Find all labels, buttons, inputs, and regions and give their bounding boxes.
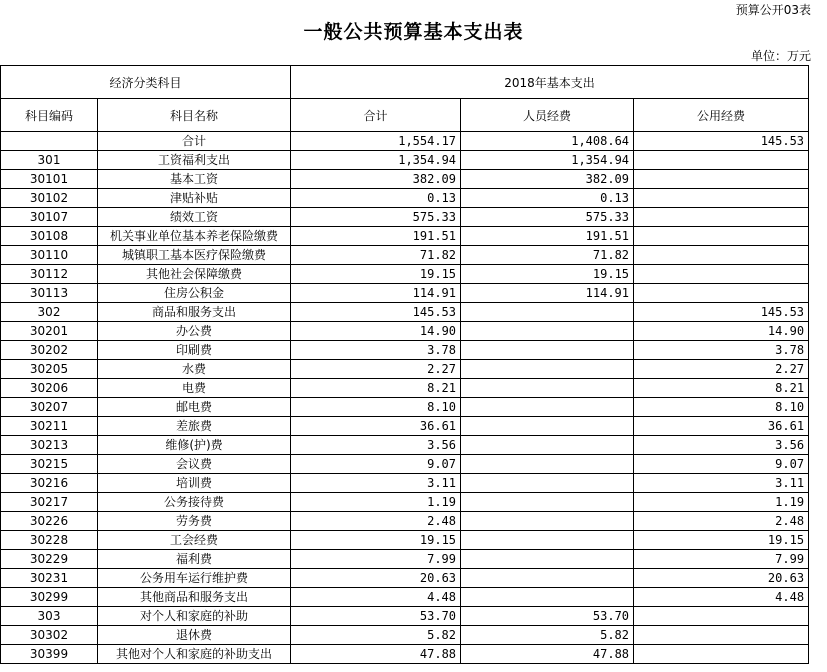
- cell-name: 退休费: [98, 626, 291, 645]
- cell-personnel: 19.15: [461, 265, 634, 284]
- table-row: [1, 246, 809, 265]
- cell-code: 30102: [1, 189, 98, 208]
- cell-total: 8.10: [291, 398, 461, 417]
- cell-total: 0.13: [291, 189, 461, 208]
- cell-total: 2.48: [291, 512, 461, 531]
- cell-public: 1.19: [634, 493, 809, 512]
- cell-total: 3.56: [291, 436, 461, 455]
- cell-total: 36.61: [291, 417, 461, 436]
- table-row: [1, 303, 809, 322]
- cell-public: 14.90: [634, 322, 809, 341]
- cell-public: [634, 189, 809, 208]
- header-basic-expenditure: 2018年基本支出: [291, 66, 809, 99]
- table-row: [1, 341, 809, 360]
- cell-code: 30229: [1, 550, 98, 569]
- header-personnel: 人员经费: [461, 99, 634, 132]
- cell-personnel: [461, 322, 634, 341]
- cell-code: 30206: [1, 379, 98, 398]
- cell-personnel: [461, 379, 634, 398]
- cell-personnel: [461, 303, 634, 322]
- header-public: 公用经费: [634, 99, 809, 132]
- cell-public: 7.99: [634, 550, 809, 569]
- cell-total: 14.90: [291, 322, 461, 341]
- table-row: [1, 550, 809, 569]
- cell-total: 114.91: [291, 284, 461, 303]
- table-row: [1, 208, 809, 227]
- cell-personnel: 1,354.94: [461, 151, 634, 170]
- table-row: [1, 170, 809, 189]
- cell-name: 合计: [98, 132, 291, 151]
- cell-personnel: [461, 455, 634, 474]
- table-row: [1, 645, 809, 664]
- cell-total: 47.88: [291, 645, 461, 664]
- cell-code: 30399: [1, 645, 98, 664]
- cell-public: [634, 626, 809, 645]
- table-row: [1, 417, 809, 436]
- header-code: 科目编码: [1, 99, 98, 132]
- cell-personnel: 47.88: [461, 645, 634, 664]
- cell-personnel: 0.13: [461, 189, 634, 208]
- cell-personnel: 191.51: [461, 227, 634, 246]
- cell-personnel: [461, 436, 634, 455]
- cell-code: 30213: [1, 436, 98, 455]
- cell-total: 575.33: [291, 208, 461, 227]
- cell-name: 其他商品和服务支出: [98, 588, 291, 607]
- header-total: 合计: [291, 99, 461, 132]
- cell-personnel: [461, 341, 634, 360]
- cell-public: [634, 645, 809, 664]
- doc-number: 预算公开03表: [735, 3, 811, 17]
- page-title: 一般公共预算基本支出表: [303, 21, 524, 43]
- cell-code: 30108: [1, 227, 98, 246]
- cell-total: 382.09: [291, 170, 461, 189]
- budget-table: [0, 65, 809, 664]
- cell-public: 3.56: [634, 436, 809, 455]
- cell-name: 维修(护)费: [98, 436, 291, 455]
- cell-name: 基本工资: [98, 170, 291, 189]
- cell-public: [634, 246, 809, 265]
- cell-total: 5.82: [291, 626, 461, 645]
- cell-public: 3.78: [634, 341, 809, 360]
- cell-name: 公务用车运行维护费: [98, 569, 291, 588]
- cell-code: 30302: [1, 626, 98, 645]
- cell-code: 30113: [1, 284, 98, 303]
- cell-public: 2.48: [634, 512, 809, 531]
- cell-code: 30228: [1, 531, 98, 550]
- cell-name: 培训费: [98, 474, 291, 493]
- table-row: [1, 398, 809, 417]
- cell-public: [634, 265, 809, 284]
- cell-code: 30217: [1, 493, 98, 512]
- cell-public: 3.11: [634, 474, 809, 493]
- cell-name: 其他社会保障缴费: [98, 265, 291, 284]
- header-economic-category: 经济分类科目: [1, 66, 291, 99]
- cell-personnel: 71.82: [461, 246, 634, 265]
- cell-total: 71.82: [291, 246, 461, 265]
- cell-total: 3.11: [291, 474, 461, 493]
- cell-total: 7.99: [291, 550, 461, 569]
- cell-personnel: [461, 360, 634, 379]
- cell-name: 差旅费: [98, 417, 291, 436]
- table-row: [1, 436, 809, 455]
- cell-name: 印刷费: [98, 341, 291, 360]
- table-row: [1, 626, 809, 645]
- cell-code: 30107: [1, 208, 98, 227]
- cell-code: 30211: [1, 417, 98, 436]
- cell-name: 住房公积金: [98, 284, 291, 303]
- cell-name: 津贴补贴: [98, 189, 291, 208]
- cell-personnel: [461, 398, 634, 417]
- cell-total: 8.21: [291, 379, 461, 398]
- cell-total: 1,354.94: [291, 151, 461, 170]
- table-row: [1, 265, 809, 284]
- cell-code: 30101: [1, 170, 98, 189]
- table-row: [1, 227, 809, 246]
- cell-personnel: 114.91: [461, 284, 634, 303]
- cell-public: 8.10: [634, 398, 809, 417]
- cell-code: [1, 132, 98, 151]
- cell-name: 电费: [98, 379, 291, 398]
- cell-total: 191.51: [291, 227, 461, 246]
- cell-name: 劳务费: [98, 512, 291, 531]
- table-row: [1, 132, 809, 151]
- cell-public: 36.61: [634, 417, 809, 436]
- cell-code: 30226: [1, 512, 98, 531]
- table-row: [1, 531, 809, 550]
- cell-total: 4.48: [291, 588, 461, 607]
- cell-total: 20.63: [291, 569, 461, 588]
- cell-total: 19.15: [291, 531, 461, 550]
- cell-name: 公务接待费: [98, 493, 291, 512]
- cell-name: 水费: [98, 360, 291, 379]
- cell-personnel: 575.33: [461, 208, 634, 227]
- cell-name: 商品和服务支出: [98, 303, 291, 322]
- cell-code: 30299: [1, 588, 98, 607]
- cell-code: 30110: [1, 246, 98, 265]
- cell-name: 城镇职工基本医疗保险缴费: [98, 246, 291, 265]
- cell-name: 绩效工资: [98, 208, 291, 227]
- table-row: [1, 493, 809, 512]
- cell-total: 9.07: [291, 455, 461, 474]
- cell-code: 301: [1, 151, 98, 170]
- table-row: [1, 284, 809, 303]
- cell-code: 302: [1, 303, 98, 322]
- cell-public: 8.21: [634, 379, 809, 398]
- cell-personnel: 1,408.64: [461, 132, 634, 151]
- cell-name: 对个人和家庭的补助: [98, 607, 291, 626]
- cell-public: 20.63: [634, 569, 809, 588]
- cell-total: 53.70: [291, 607, 461, 626]
- cell-total: 2.27: [291, 360, 461, 379]
- table-row: [1, 607, 809, 626]
- cell-code: 303: [1, 607, 98, 626]
- cell-name: 会议费: [98, 455, 291, 474]
- table-row: [1, 189, 809, 208]
- cell-total: 145.53: [291, 303, 461, 322]
- cell-name: 邮电费: [98, 398, 291, 417]
- cell-name: 机关事业单位基本养老保险缴费: [98, 227, 291, 246]
- cell-total: 19.15: [291, 265, 461, 284]
- cell-name: 办公费: [98, 322, 291, 341]
- cell-personnel: [461, 569, 634, 588]
- cell-personnel: [461, 417, 634, 436]
- table-row: [1, 474, 809, 493]
- table-row: [1, 588, 809, 607]
- cell-public: [634, 284, 809, 303]
- cell-personnel: [461, 474, 634, 493]
- unit-label: 单位：万元: [750, 49, 811, 63]
- cell-personnel: 5.82: [461, 626, 634, 645]
- cell-code: 30112: [1, 265, 98, 284]
- cell-public: [634, 607, 809, 626]
- cell-personnel: 382.09: [461, 170, 634, 189]
- table-body: [1, 132, 809, 664]
- cell-name: 其他对个人和家庭的补助支出: [98, 645, 291, 664]
- cell-public: 19.15: [634, 531, 809, 550]
- cell-name: 工会经费: [98, 531, 291, 550]
- cell-personnel: [461, 531, 634, 550]
- cell-personnel: 53.70: [461, 607, 634, 626]
- cell-personnel: [461, 588, 634, 607]
- cell-public: [634, 227, 809, 246]
- cell-personnel: [461, 550, 634, 569]
- cell-public: [634, 151, 809, 170]
- cell-public: 2.27: [634, 360, 809, 379]
- cell-personnel: [461, 493, 634, 512]
- cell-code: 30207: [1, 398, 98, 417]
- table-row: [1, 455, 809, 474]
- header-column-row: [1, 99, 809, 132]
- cell-code: 30201: [1, 322, 98, 341]
- cell-code: 30215: [1, 455, 98, 474]
- cell-public: 145.53: [634, 132, 809, 151]
- table-row: [1, 379, 809, 398]
- cell-name: 福利费: [98, 550, 291, 569]
- cell-code: 30202: [1, 341, 98, 360]
- cell-total: 3.78: [291, 341, 461, 360]
- cell-public: 9.07: [634, 455, 809, 474]
- header-name: 科目名称: [98, 99, 291, 132]
- cell-code: 30231: [1, 569, 98, 588]
- table-row: [1, 512, 809, 531]
- cell-total: 1,554.17: [291, 132, 461, 151]
- table-row: [1, 569, 809, 588]
- table-row: [1, 322, 809, 341]
- header-group-row: [1, 66, 809, 99]
- cell-public: [634, 170, 809, 189]
- cell-total: 1.19: [291, 493, 461, 512]
- cell-public: 4.48: [634, 588, 809, 607]
- cell-personnel: [461, 512, 634, 531]
- table-row: [1, 151, 809, 170]
- cell-code: 30216: [1, 474, 98, 493]
- cell-public: 145.53: [634, 303, 809, 322]
- table-row: [1, 360, 809, 379]
- cell-name: 工资福利支出: [98, 151, 291, 170]
- cell-code: 30205: [1, 360, 98, 379]
- cell-public: [634, 208, 809, 227]
